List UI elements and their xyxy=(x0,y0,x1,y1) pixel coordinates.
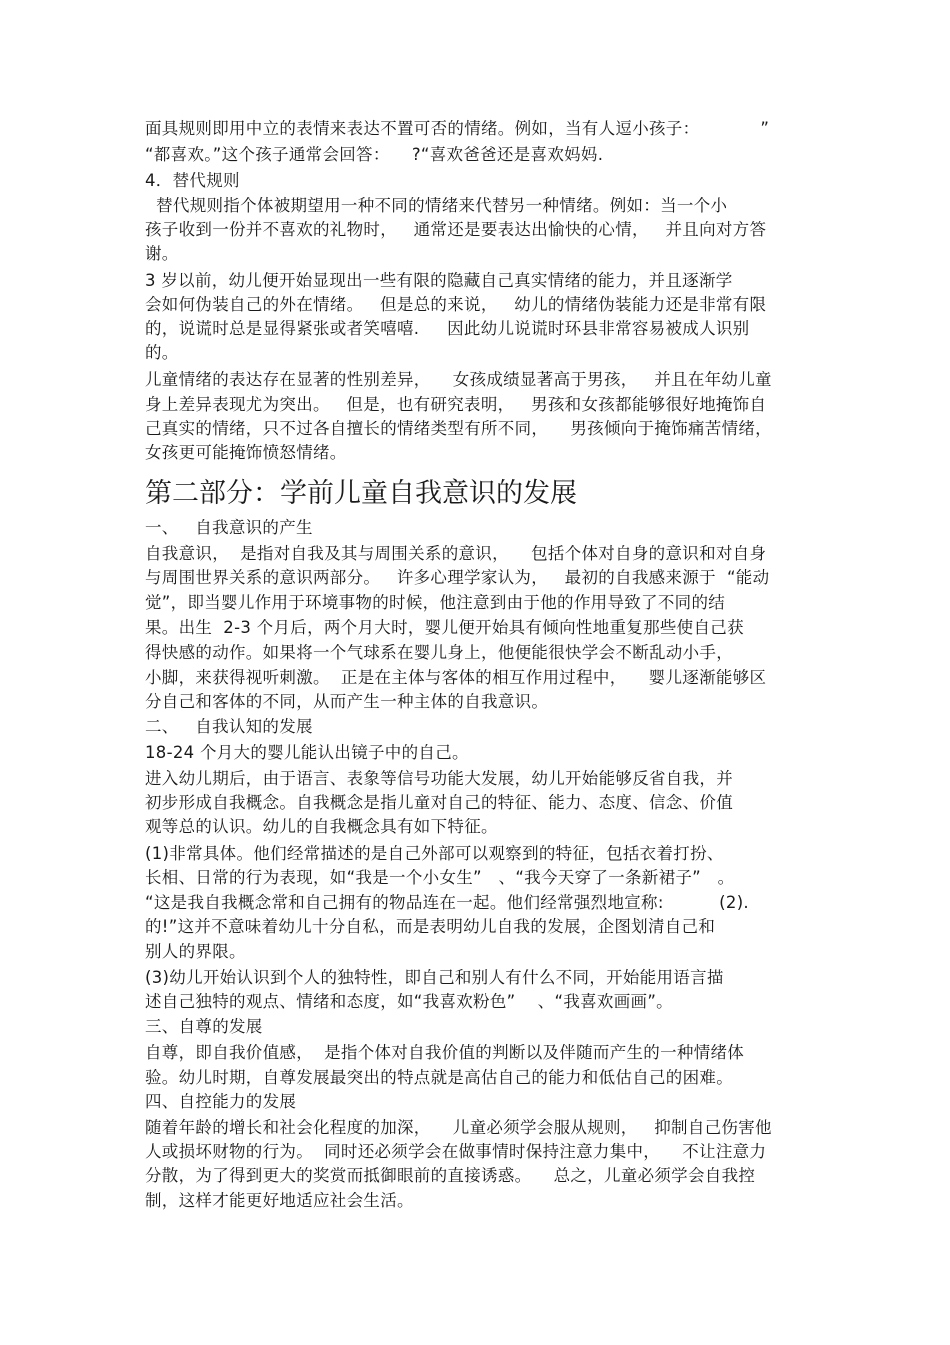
text-line: 儿童情绪的表达存在显著的性别差异， 女孩成绩显著高于男孩， 并且在年幼儿童 xyxy=(145,370,772,389)
text-line: 女孩更可能掩饰愤怒情绪。 xyxy=(145,443,347,462)
text-line: 随着年龄的增长和社会化程度的加深， 儿童必须学会服从规则， 抑制自己伤害他 xyxy=(145,1118,772,1137)
text-line: 人或损坏财物的行为。 同时还必须学会在做事情时保持注意力集中， 不让注意力 xyxy=(145,1142,767,1161)
text-line: 己真实的情绪，只不过各自擅长的情绪类型有所不同， 男孩倾向于掩饰痛苦情绪， xyxy=(145,419,772,438)
text-line: 初步形成自我概念。自我概念是指儿童对自己的特征、能力、态度、信念、价值 xyxy=(145,793,733,812)
text-line: 自我意识， 是指对自我及其与周围关系的意识， 包括个体对自身的意识和对自身 xyxy=(145,544,767,563)
text-line: 观等总的认识。幼儿的自我概念具有如下特征。 xyxy=(145,817,498,836)
text-line: 别人的界限。 xyxy=(145,942,246,961)
text-line: 18-24 个月大的婴儿能认出镜子中的自己。 xyxy=(145,743,469,762)
text-line: 觉”，即当婴儿作用于环境事物的时候，他注意到由于他的作用导致了不同的结 xyxy=(145,593,726,612)
subheading-substitution-rule: 4．替代规则 xyxy=(145,171,240,190)
subheading-self-cognition: 二、 自我认知的发展 xyxy=(145,717,313,736)
subheading-self-awareness-origin: 一、 自我意识的产生 xyxy=(145,518,313,537)
text-line: 与周围世界关系的意识两部分。 许多心理学家认为， 最初的自我感来源于 “能动 xyxy=(145,568,770,587)
text-line: 进入幼儿期后，由于语言、表象等信号功能大发展，幼儿开始能够反省自我，并 xyxy=(145,769,733,788)
subheading-self-control: 四、自控能力的发展 xyxy=(145,1092,297,1111)
text-line: “都喜欢。”这个孩子通常会回答： ?“喜欢爸爸还是喜欢妈妈. xyxy=(145,145,604,164)
text-line: 面具规则即用中立的表情来表达不置可否的情绪。例如，当有人逗小孩子： ” xyxy=(145,119,770,138)
text-line: 会如何伪装自己的外在情绪。 但是总的来说， 幼儿的情绪伪装能力还是非常有限 xyxy=(145,295,767,314)
text-line: 得快感的动作。如果将一个气球系在婴儿身上，他便能很快学会不断乱动小手， xyxy=(145,643,733,662)
text-line: 验。幼儿时期，自尊发展最突出的特点就是高估自己的能力和低估自己的困难。 xyxy=(145,1068,733,1087)
subheading-self-esteem: 三、自尊的发展 xyxy=(145,1017,263,1036)
text-line: 替代规则指个体被期望用一种不同的情绪来代替另一种情绪。例如：当一个小 xyxy=(145,196,728,215)
text-line: (1)非常具体。他们经常描述的是自己外部可以观察到的特征，包括衣着打扮、 xyxy=(145,844,724,863)
text-line: (3)幼儿开始认识到个人的独特性，即自己和别人有什么不同，开始能用语言描 xyxy=(145,968,724,987)
section-heading: 第二部分：学前儿童自我意识的发展 xyxy=(145,478,577,509)
text-line: 身上差异表现尤为突出。 但是，也有研究表明， 男孩和女孩都能够很好地掩饰自 xyxy=(145,395,767,414)
text-line: 果。出生 2-3 个月后，两个月大时，婴儿便开始具有倾向性地重复那些使自己获 xyxy=(145,618,744,637)
text-line: 的。 xyxy=(145,343,179,362)
text-line: 3 岁以前，幼儿便开始显现出一些有限的隐藏自己真实情绪的能力，并且逐渐学 xyxy=(145,271,733,290)
text-line: 长相、日常的行为表现，如“我是一个小女生” 、“我今天穿了一条新裙子” 。 xyxy=(145,868,735,887)
text-line: 的，说谎时总是显得紧张或者笑嘻嘻. 因此幼儿说谎时环县非常容易被成人识别 xyxy=(145,319,750,338)
text-line: 谢。 xyxy=(145,244,179,263)
text-line: 分自己和客体的不同，从而产生一种主体的自我意识。 xyxy=(145,692,549,711)
text-line: 小脚，来获得视听刺激。 正是在主体与客体的相互作用过程中， 婴儿逐渐能够区 xyxy=(145,668,767,687)
text-line: 孩子收到一份并不喜欢的礼物时， 通常还是要表达出愉快的心情， 并且向对方答 xyxy=(145,220,767,239)
text-line: 自尊，即自我价值感， 是指个体对自我价值的判断以及伴随而产生的一种情绪体 xyxy=(145,1043,745,1062)
text-line: 述自己独特的观点、情绪和态度，如“我喜欢粉色” 、“我喜欢画画”。 xyxy=(145,992,673,1011)
text-line: 的!”这并不意味着幼儿十分自私，而是表明幼儿自我的发展，企图划清自己和 xyxy=(145,917,716,936)
text-line: “这是我自我概念常和自己拥有的物品连在一起。他们经常强烈地宣称: (2). xyxy=(145,893,749,912)
text-line: 分散，为了得到更大的奖赏而抵御眼前的直接诱惑。 总之，儿童必须学会自我控 xyxy=(145,1166,756,1185)
text-line: 制，这样才能更好地适应社会生活。 xyxy=(145,1191,414,1210)
